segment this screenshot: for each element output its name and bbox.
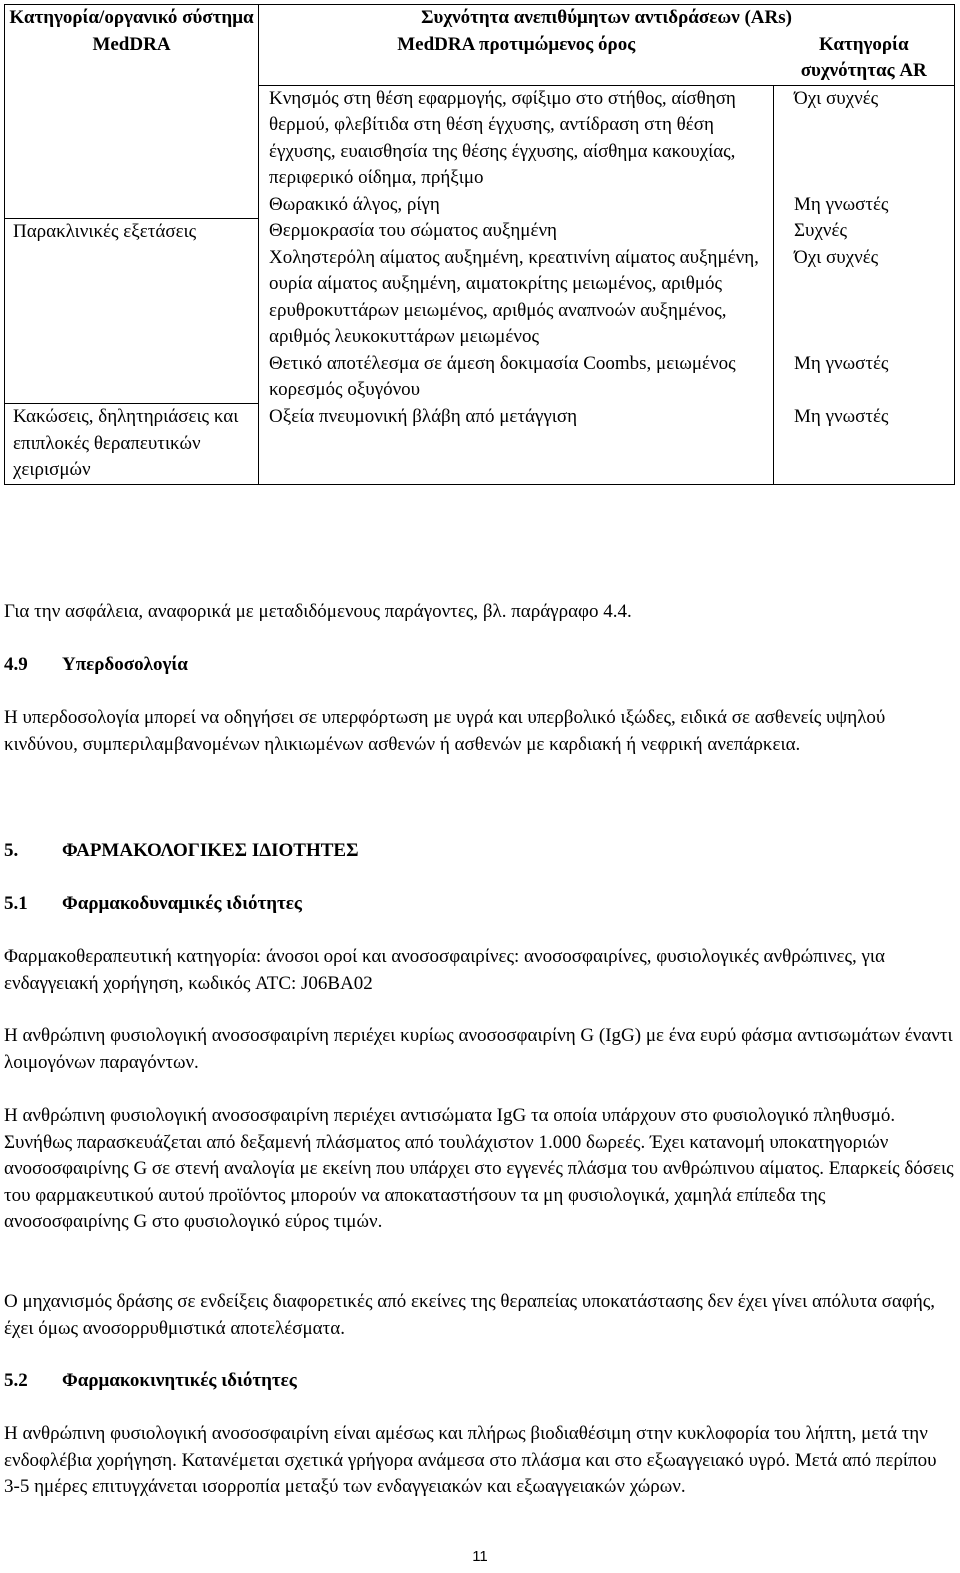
soc-cell: Κακώσεις, δηλητηριάσεις και επιπλοκές θεραπευτικών χειρισμών [5, 404, 259, 485]
safety-note: Για την ασφάλεια, αναφορικά με μεταδιδόμενους παράγοντες, βλ. παράγραφο 4.4. [4, 601, 632, 622]
term-cell: Θερμοκρασία του σώματος αυξημένη [269, 220, 557, 241]
header-soc: Κατηγορία/οργανικό σύστημα MedDRA [5, 5, 259, 86]
frequency-cell: Μη γνωστές [774, 192, 955, 219]
paragraph: Η ανθρώπινη φυσιολογική ανοσοσφαιρίνη είναι αμέσως και πλήρως βιοδιαθέσιμη στην κυκλοφορία του λήπτη, μετά την ενδοφλέβια χορήγηση. Κατανέμεται σχετικά γρήγορα ανάμεσα στο πλάσμα και στο εξωαγγειακό υγρό. Μετά από περίπου 3-5 ημέρες επιτυγχάνεται ισορροπία μεταξύ των ενδαγγειακών και εξωαγγειακών χώρων. [4, 1423, 937, 1497]
page-number: 11 [472, 1548, 488, 1565]
frequency-cell: Συχνές [774, 218, 955, 245]
table-row [5, 85, 955, 192]
section-number: 5.1 [4, 893, 28, 914]
frequency-cell: Μη γνωστές [774, 404, 955, 485]
section-number: 4.9 [4, 654, 28, 675]
section-number: 5.2 [4, 1370, 28, 1391]
section-heading-4-9 [4, 652, 954, 679]
header-frequency-group: Συχνότητα ανεπιθύμητων αντιδράσεων (ARs) [259, 5, 955, 32]
soc-cell: Παρακλινικές εξετάσεις [5, 218, 259, 404]
term-cell: Χοληστερόλη αίματος αυξημένη, κρεατινίνη αίματος αυξημένη, ουρία αίματος αυξημένη, αιματοκρίτης μειωμένος, αριθμός ερυθροκυττάρων μειωμένος, αριθμός αναπνοών αυξημένος, αριθμός λευκοκυττάρων μειωμένος [269, 246, 759, 347]
paragraph: Η υπερδοσολογία μπορεί να οδηγήσει σε υπερφόρτωση με υγρά και υπερβολικό ιξώδες, ειδικά σε ασθενείς υψηλού κινδύνου, συμπεριλαμβανομένων ηλικιωμένων ασθενών ή ασθενών με καρδιακή ή νεφρική ανεπάρκεια. [4, 707, 886, 755]
frequency-cell: Μη γνωστές [774, 351, 955, 404]
term-cell: Κνησμός στη θέση εφαρμογής, σφίξιμο στο στήθος, αίσθηση θερμού, φλεβίτιδα στη θέση έγχυσης, αντίδραση στη θέση έγχυσης, ευαισθησία της θέσης έγχυσης, αίσθημα κακουχίας, περιφερικό οίδημα, πρήξιμο [269, 87, 736, 188]
table-row [5, 404, 955, 485]
adverse-reactions-table [4, 4, 955, 485]
term-cell: Θετικό αποτέλεσμα σε άμεση δοκιμασία Coombs, μειωμένος κορεσμός οξυγόνου [269, 352, 736, 400]
section-heading-5-2 [4, 1368, 954, 1395]
frequency-cell: Όχι συχνές [774, 85, 955, 192]
frequency-cell: Όχι συχνές [774, 245, 955, 351]
section-title: Φαρμακοκινητικές ιδιότητες [62, 1370, 297, 1391]
term-cell: Οξεία πνευμονική βλάβη από μετάγγιση [259, 404, 774, 485]
term-cell: Θωρακικό άλγος, ρίγη [269, 193, 440, 215]
section-title: Υπερδοσολογία [62, 654, 188, 675]
paragraph: Ο μηχανισμός δράσης σε ενδείξεις διαφορετικές από εκείνες της θεραπείας υποκατάστασης δεν έχει γίνει απόλυτα σαφής, έχει όμως ανοσορρυθμιστικά αποτελέσματα. [4, 1291, 936, 1339]
paragraph: Η ανθρώπινη φυσιολογική ανοσοσφαιρίνη περιέχει αντισώματα IgG τα οποία υπάρχουν στο φυσιολογικό πληθυσμό. Συνήθως παρασκευάζεται από δεξαμενή πλάσματος από τουλάχιστον 1.000 δωρεές. Έχει κατανομή υποκατηγοριών ανοσοσφαιρίνης G σε στενή αναλογία με εκείνη που υπάρχει στο εγγενές πλάσμα του ανθρώπινου αίματος. Επαρκείς δόσεις του φαρμακευτικού αυτού προϊόντος μπορούν να αποκαταστήσουν τα μη φυσιολογικά, χαμηλά επίπεδα της ανοσοσφαιρίνης G στο φυσιολογικό εύρος τιμών. [4, 1105, 954, 1232]
section-heading-5-1 [4, 891, 954, 918]
soc-cell [5, 85, 259, 218]
section-title: Φαρμακοδυναμικές ιδιότητες [62, 893, 302, 914]
header-frequency: Κατηγορία συχνότητας AR [774, 32, 955, 86]
paragraph: Φαρμακοθεραπευτική κατηγορία: άνοσοι οροί και ανοσοσφαιρίνες: ανοσοσφαιρίνες, φυσιολογικές ανθρώπινες, για ενδαγγειακή χορήγηση, κωδικός ATC: J06BA02 [4, 946, 885, 994]
section-heading-5 [4, 838, 954, 865]
section-number: 5. [4, 840, 19, 861]
section-title: ΦΑΡΜΑΚΟΛΟΓΙΚΕΣ ΙΔΙΟΤΗΤΕΣ [62, 840, 359, 861]
header-term: MedDRA προτιμώμενος όρος [259, 32, 774, 86]
paragraph: Η ανθρώπινη φυσιολογική ανοσοσφαιρίνη περιέχει κυρίως ανοσοσφαιρίνη G (IgG) με ένα ευρύ φάσμα αντισωμάτων έναντι λοιμογόνων παραγόντων. [4, 1025, 953, 1073]
table-row [5, 218, 955, 245]
